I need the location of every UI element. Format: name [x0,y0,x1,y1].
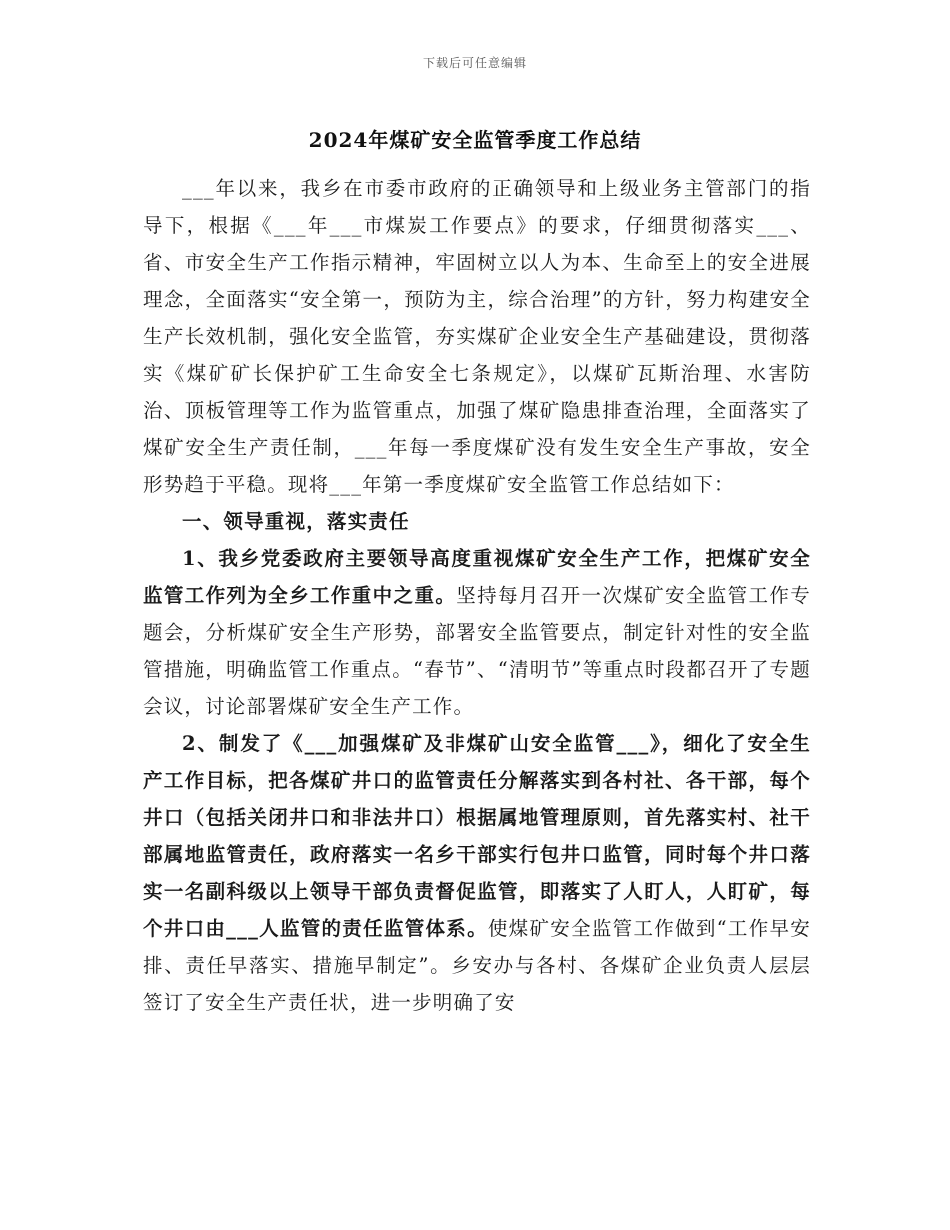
header-note: 下载后可任意编辑 [422,56,527,70]
intro-paragraph: ___年以来，我乡在市委市政府的正确领导和上级业务主管部门的指导下，根据《___年___市煤炭工作要点》的要求，仔细贯彻落实___、省、市安全生产工作指示精神，牢固树立以人为本、生命至上的安全进展理念，全面落实“安全第一，预防为主，综合治理”的方针，努力构建安全生产长效机制，强化安全监管，夯实煤矿企业安全生产基础建设，贯彻落实《煤矿矿长保护矿工生命安全七条规定》，以煤矿瓦斯治理、水害防治、顶板管理等工作为监管重点，加强了煤矿隐患排查治理，全面落实了煤矿安全生产责任制，___年每一季度煤矿没有发生安全生产事故，安全形势趋于平稳。现将___年第一季度煤矿安全监管工作总结如下： [143,177,811,496]
document-title: 2024年煤矿安全监管季度工作总结 [308,128,642,152]
section-heading-1: 一、领导重视，落实责任 [182,510,410,533]
item-1-bold-text: 1、我乡党委政府主要领导高度重视煤矿安全生产工作，把煤矿安全监管工作列为全乡工作重中之重。 [143,547,811,607]
item-2-bold-text: 2、制发了《___加强煤矿及非煤矿山安全监管___》，细化了安全生产工作目标，把各煤矿井口的监管责任分解落实到各村社、各干部，每个井口（包括关闭井口和非法井口）根据属地管理原则，首先落实村、社干部属地监管责任，政府落实一名乡干部实行包井口监管，同时每个井口落实一名副科级以上领导干部负责督促监管，即落实了人盯人，人盯矿，每个井口由___人监管的责任监管体系。 [143,732,811,940]
item-1-text: 坚持每月召开一次煤矿安全监管工作专题会，分析煤矿安全生产形势，部署安全监管要点，制定针对性的安全监管措施，明确监管工作重点。“春节”、“清明节”等重点时段都召开了专题会议，讨论部署煤矿安全生产工作。 [143,584,811,718]
item-1-paragraph [143,540,811,725]
item-2-paragraph [143,725,811,1021]
document-body [143,170,811,1021]
item-2-text: 使煤矿安全监管工作做到“工作早安排、责任早落实、措施早制定”。乡安办与各村、各煤矿企业负责人层层签订了安全生产责任状，进一步明确了安 [143,917,811,1014]
